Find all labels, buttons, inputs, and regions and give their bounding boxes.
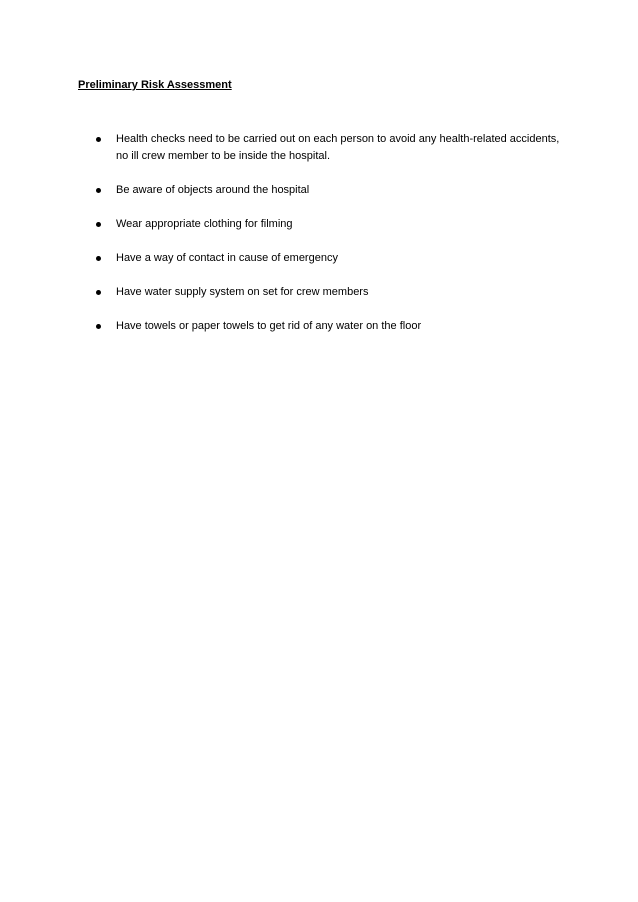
bullet-icon (96, 256, 101, 261)
list-item-text: Have water supply system on set for crew members (116, 286, 369, 298)
bullet-icon (96, 137, 101, 142)
list-item-text: Be aware of objects around the hospital (116, 184, 310, 196)
bullet-icon (96, 324, 101, 329)
list-item-text: Health checks need to be carried out on each person to avoid any health-related accidents, no ill crew member to be inside the hospital. (116, 133, 560, 162)
list-item (94, 216, 574, 233)
bullet-icon (96, 290, 101, 295)
bullet-icon (96, 188, 101, 193)
list-item (94, 131, 574, 165)
list-item (94, 182, 574, 199)
risk-bullet-list (94, 131, 574, 352)
list-item (94, 284, 574, 301)
list-item-text: Have a way of contact in cause of emergency (116, 252, 338, 264)
document-title: Preliminary Risk Assessment (78, 79, 232, 91)
list-item (94, 318, 574, 335)
list-item (94, 250, 574, 267)
list-item-text: Have towels or paper towels to get rid of any water on the floor (116, 320, 422, 332)
list-item-text: Wear appropriate clothing for filming (116, 218, 293, 230)
bullet-icon (96, 222, 101, 227)
